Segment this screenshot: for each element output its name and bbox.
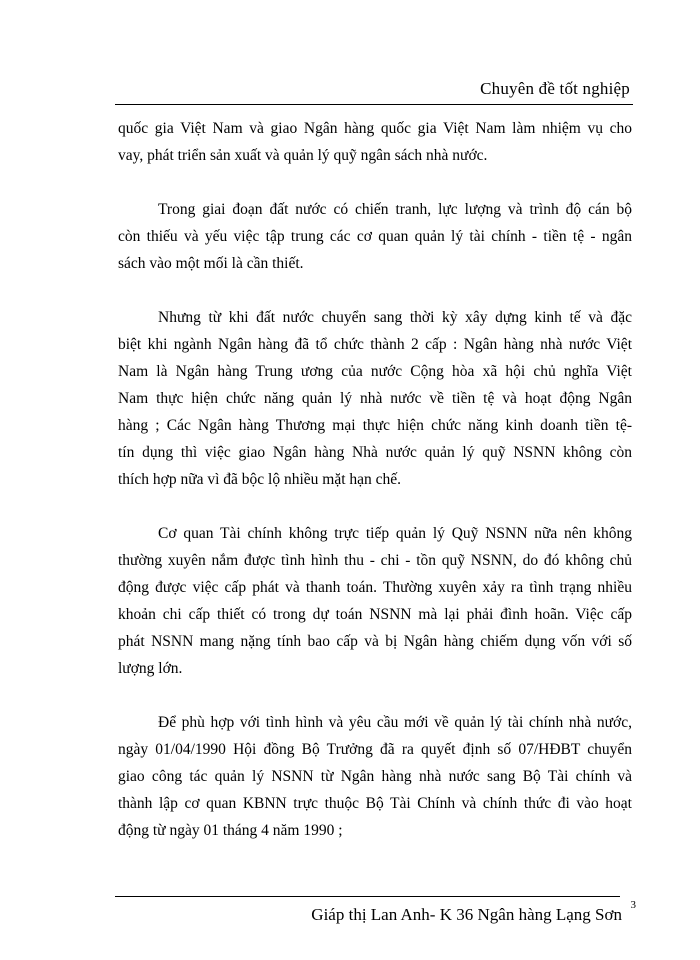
paragraph-line: động được việc cấp phát và thanh toán. Thường xuyên xảy ra tình trạng nhiều: [118, 579, 632, 596]
header-rule: [115, 104, 633, 105]
paragraph: [118, 520, 632, 682]
paragraph-line: thích hợp nữa vì đã bộc lộ nhiều mặt hạn chế.: [118, 471, 402, 488]
paragraph-line: Trong giai đoạn đất nước có chiến tranh, lực lượng và trình độ cán bộ: [158, 201, 632, 218]
paragraph-line: động từ ngày 01 tháng 4 năm 1990 ;: [118, 822, 343, 839]
paragraph-line: còn thiếu và yếu việc tập trung các cơ quan quản lý tài chính - tiền tệ - ngân: [118, 228, 632, 245]
paragraph-line: ngày 01/04/1990 Hội đồng Bộ Trưởng đã ra quyết định số 07/HĐBT chuyển: [118, 741, 632, 758]
paragraph: [118, 304, 632, 493]
paragraph-line: Để phù hợp với tình hình và yêu cầu mới về quản lý tài chính nhà nước,: [158, 714, 632, 731]
footer-rule: [115, 896, 620, 897]
paragraph-line: lượng lớn.: [118, 660, 183, 677]
footer-author: Giáp thị Lan Anh- K 36 Ngân hàng Lạng Sơn: [311, 905, 622, 924]
paragraph-line: thành lập cơ quan KBNN trực thuộc Bộ Tài Chính và chính thức đi vào hoạt: [118, 795, 632, 812]
paragraph-line: sách vào một mối là cần thiết.: [118, 255, 304, 272]
paragraph-line: thường xuyên nắm được tình hình thu - chi - tồn quỹ NSNN, do đó không chủ: [118, 552, 632, 569]
page-number: 3: [630, 899, 636, 911]
paragraph: [118, 115, 632, 169]
paragraph-line: quốc gia Việt Nam và giao Ngân hàng quốc gia Việt Nam làm nhiệm vụ cho: [118, 120, 632, 137]
paragraph-line: tín dụng thì việc giao Ngân hàng Nhà nước quản lý quỹ NSNN không còn: [118, 444, 632, 461]
paragraph: [118, 196, 632, 277]
paragraph-line: Nhưng từ khi đất nước chuyển sang thời kỳ xây dựng kinh tế và đặc: [158, 309, 632, 326]
paragraph: [118, 709, 632, 844]
paragraph-line: Nam là Ngân hàng Trung ương của nước Cộng hòa xã hội chủ nghĩa Việt: [118, 363, 632, 380]
paragraph-line: vay, phát triển sản xuất và quản lý quỹ ngân sách nhà nước.: [118, 147, 488, 164]
paragraph-line: phát NSNN mang nặng tính bao cấp và bị Ngân hàng chiếm dụng vốn với số: [118, 633, 632, 650]
paragraph-line: khoản chi cấp thiết có trong dự toán NSNN mà lại phải đình hoãn. Việc cấp: [118, 606, 632, 623]
paragraph-line: Cơ quan Tài chính không trực tiếp quản lý Quỹ NSNN nữa nên không: [158, 525, 632, 542]
paragraph-line: biệt khi ngành Ngân hàng đã tổ chức thành 2 cấp : Ngân hàng nhà nước Việt: [118, 336, 632, 353]
header-title: Chuyên đề tốt nghiệp: [480, 79, 630, 98]
paragraph-line: giao công tác quản lý NSNN từ Ngân hàng nhà nước sang Bộ Tài chính và: [118, 768, 632, 785]
paragraph-line: hàng ; Các Ngân hàng Thương mại thực hiện chức năng kinh doanh tiền tệ-: [118, 417, 632, 434]
paragraph-line: Nam thực hiện chức năng quản lý nhà nước về tiền tệ và hoạt động Ngân: [118, 390, 632, 407]
document-body: [118, 115, 632, 871]
